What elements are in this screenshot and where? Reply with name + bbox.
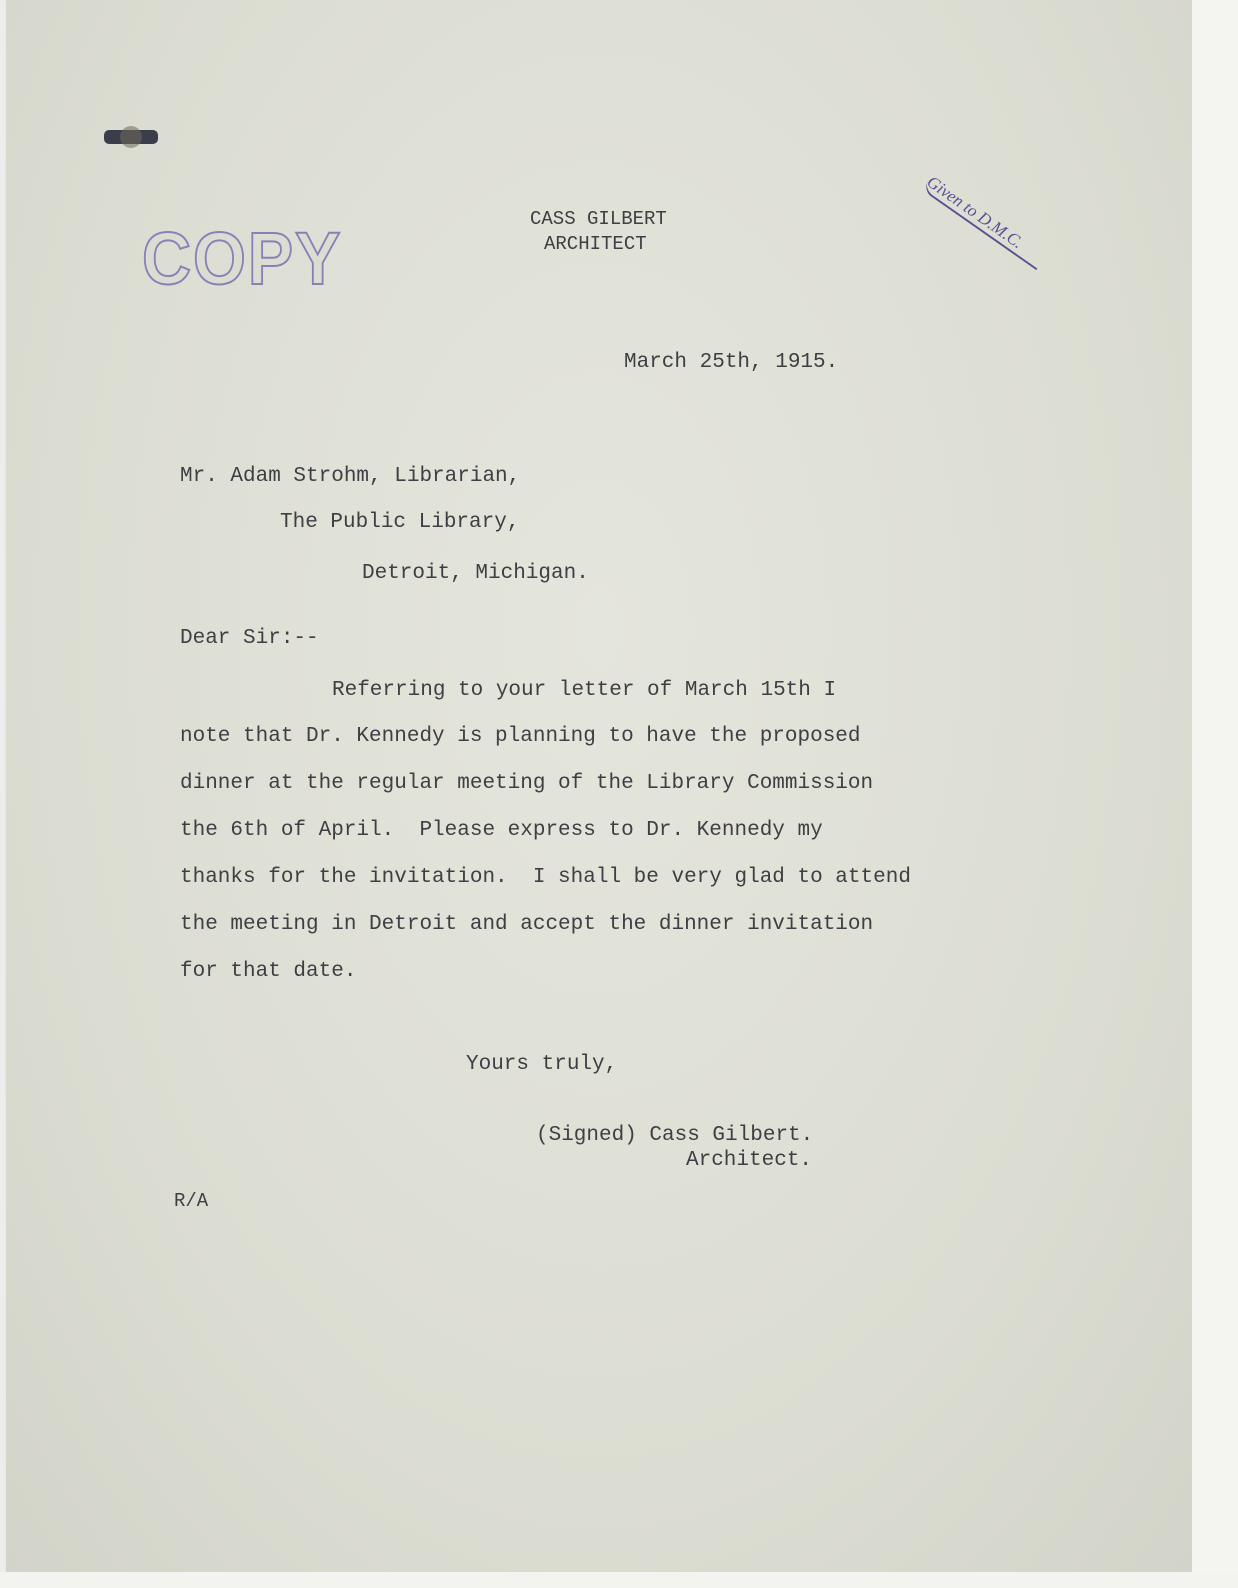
background-edge xyxy=(1192,0,1238,1588)
body-line: note that Dr. Kennedy is planning to have the proposed xyxy=(180,725,861,748)
body-line: for that date. xyxy=(180,960,357,983)
typist-initials: R/A xyxy=(174,1190,209,1212)
signature-title: Architect. xyxy=(686,1149,813,1172)
recipient-line-3: Detroit, Michigan. xyxy=(362,562,589,585)
salutation: Dear Sir:-- xyxy=(180,627,319,650)
pin-hole xyxy=(104,130,158,144)
background-edge-bottom xyxy=(0,1572,1238,1588)
recipient-line-2: The Public Library, xyxy=(280,511,520,534)
letterhead-title: ARCHITECT xyxy=(544,233,647,255)
recipient-line-1: Mr. Adam Strohm, Librarian, xyxy=(180,465,521,488)
body-line: thanks for the invitation. I shall be very glad to attend xyxy=(180,866,911,889)
body-line: the 6th of April. Please express to Dr. Kennedy my xyxy=(180,819,823,842)
given-to-stamp: Given to D.M.C. xyxy=(922,172,1049,270)
closing: Yours truly, xyxy=(466,1053,618,1076)
letterhead-name: CASS GILBERT xyxy=(530,208,667,230)
signature-name: (Signed) Cass Gilbert. xyxy=(536,1124,814,1147)
copy-stamp: COPY xyxy=(142,217,343,300)
body-line: the meeting in Detroit and accept the dinner invitation xyxy=(180,913,874,936)
letter-date: March 25th, 1915. xyxy=(624,351,839,374)
body-line: Referring to your letter of March 15th I xyxy=(332,679,837,702)
body-line: dinner at the regular meeting of the Library Commission xyxy=(180,772,874,795)
